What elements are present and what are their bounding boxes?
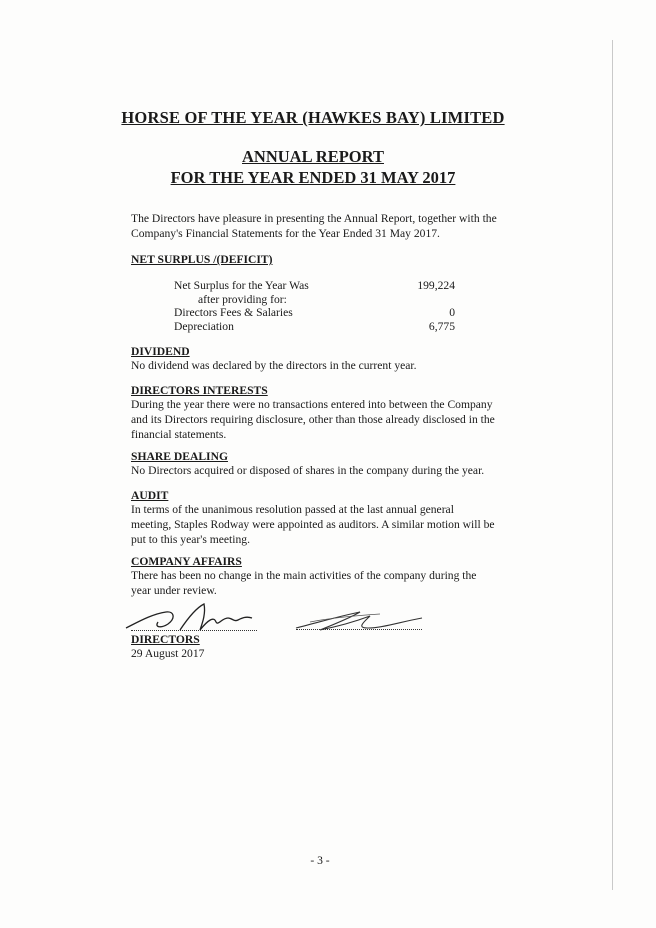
- company-title: HORSE OF THE YEAR (HAWKES BAY) LIMITED: [121, 108, 505, 127]
- net-surplus-label: Net Surplus for the Year Was: [174, 279, 309, 292]
- company-affairs-text: There has been no change in the main activities of the company during the year under review.: [131, 569, 477, 597]
- net-surplus-value: 199,224: [417, 279, 455, 292]
- signature-line-1: [131, 630, 257, 631]
- net-surplus-heading: NET SURPLUS /(DEFICIT): [131, 253, 273, 266]
- report-title-line-1: ANNUAL REPORT: [242, 147, 384, 166]
- signature-date: 29 August 2017: [131, 647, 205, 660]
- directors-interests-heading: DIRECTORS INTERESTS: [131, 384, 268, 397]
- signature-line-2: [296, 629, 422, 630]
- providing-for-label: after providing for:: [198, 293, 287, 306]
- audit-heading: AUDIT: [131, 489, 169, 502]
- report-title: [0, 146, 626, 188]
- share-dealing-heading: SHARE DEALING: [131, 450, 228, 463]
- dividend-text: No dividend was declared by the directors in the current year.: [131, 359, 417, 372]
- share-dealing-text: No Directors acquired or disposed of shares in the company during the year.: [131, 464, 485, 477]
- dividend-heading: DIVIDEND: [131, 345, 190, 358]
- depreciation-label: Depreciation: [174, 320, 234, 333]
- report-title-line-2: FOR THE YEAR ENDED 31 MAY 2017: [170, 168, 456, 187]
- directors-fees-label: Directors Fees & Salaries: [174, 306, 293, 319]
- audit-text: In terms of the unanimous resolution passed at the last annual general meeting, Staples Rodway were appointed as auditors. A similar motion will be put to this year's meeting.: [131, 503, 495, 546]
- depreciation-value: 6,775: [428, 320, 455, 333]
- intro-paragraph: The Directors have pleasure in presenting the Annual Report, together with the Company's Financial Statements for the Year Ended 31 May 2017.: [131, 212, 497, 240]
- directors-heading: DIRECTORS: [131, 633, 200, 646]
- page-number: - 3 -: [310, 854, 330, 867]
- directors-interests-text: During the year there were no transactions entered into between the Company and its Directors requiring disclosure, other than those already disclosed in the financial statements.: [131, 398, 495, 441]
- directors-fees-value: 0: [449, 306, 455, 319]
- company-affairs-heading: COMPANY AFFAIRS: [131, 555, 242, 568]
